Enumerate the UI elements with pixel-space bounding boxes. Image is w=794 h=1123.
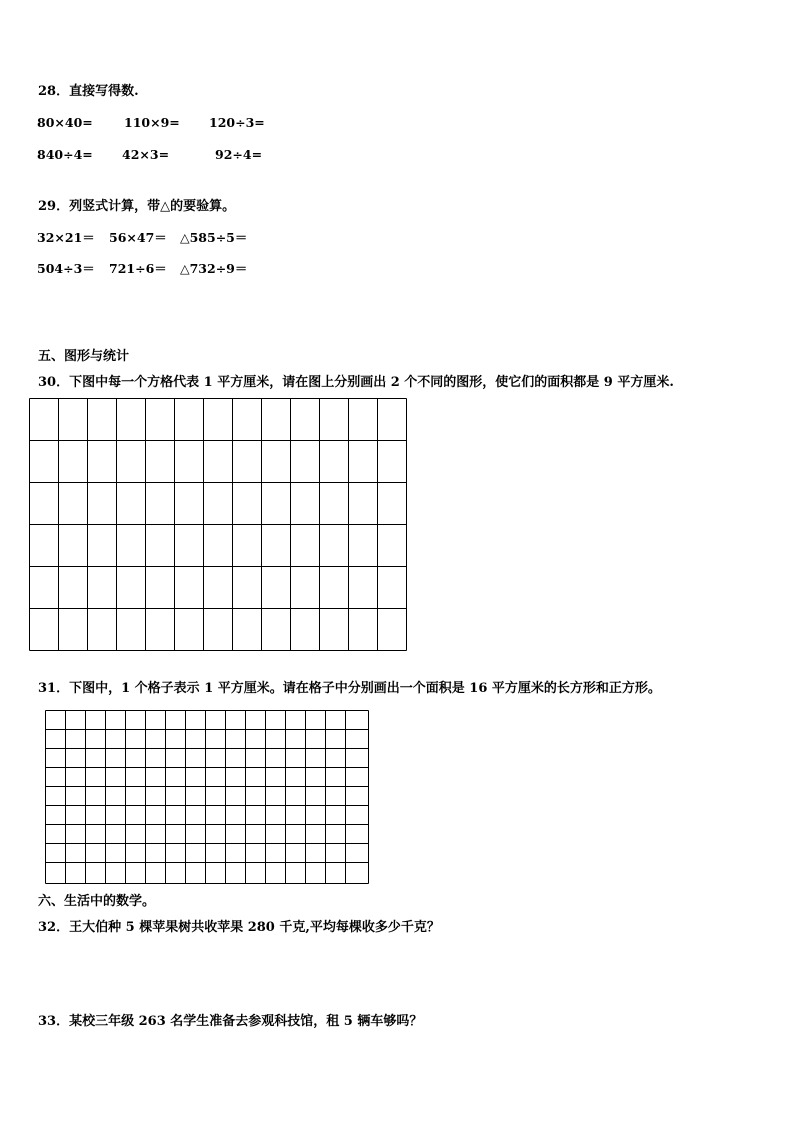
q32-title: 32．王大伯种 5 棵苹果树共收苹果 280 千克,平均每棵收多少千克？ xyxy=(38,920,440,935)
q30-title: 30．下图中每一个方格代表 1 平方厘米，请在图上分别画出 2 个不同的图形，使它们的面积都是 9 平方厘米. xyxy=(38,375,674,390)
q33-title: 33．某校三年级 263 名学生准备去参观科技馆，租 5 辆车够吗？ xyxy=(38,1014,423,1029)
q28-expr: 92÷4= xyxy=(215,147,263,162)
q28-expr: 42×3= xyxy=(122,147,170,162)
q29-expr: △585÷5＝ xyxy=(180,230,248,245)
q31-grid[interactable] xyxy=(45,710,371,886)
q28-expr: 840÷4= xyxy=(37,147,93,162)
q29-expr: 721÷6＝ xyxy=(109,261,167,276)
q31-title: 31．下图中，1 个格子表示 1 平方厘米。请在格子中分别画出一个面积是 16 平方厘米的长方形和正方形。 xyxy=(38,681,661,696)
section-heading: 五、图形与统计 xyxy=(38,349,130,364)
q30-grid[interactable] xyxy=(29,398,409,654)
section-heading: 六、生活中的数学。 xyxy=(38,894,156,909)
q29-expr: 32×21＝ xyxy=(37,230,95,245)
q29-expr: 504÷3＝ xyxy=(37,261,95,276)
q28-expr: 110×9= xyxy=(124,115,180,130)
q29-expr: △732÷9＝ xyxy=(180,261,248,276)
q28-expr: 120÷3= xyxy=(209,115,265,130)
q29-title: 29．列竖式计算，带△的要验算。 xyxy=(38,199,236,214)
q28-title: 28．直接写得数. xyxy=(38,84,139,99)
q28-expr: 80×40= xyxy=(37,115,93,130)
q29-expr: 56×47＝ xyxy=(109,230,167,245)
